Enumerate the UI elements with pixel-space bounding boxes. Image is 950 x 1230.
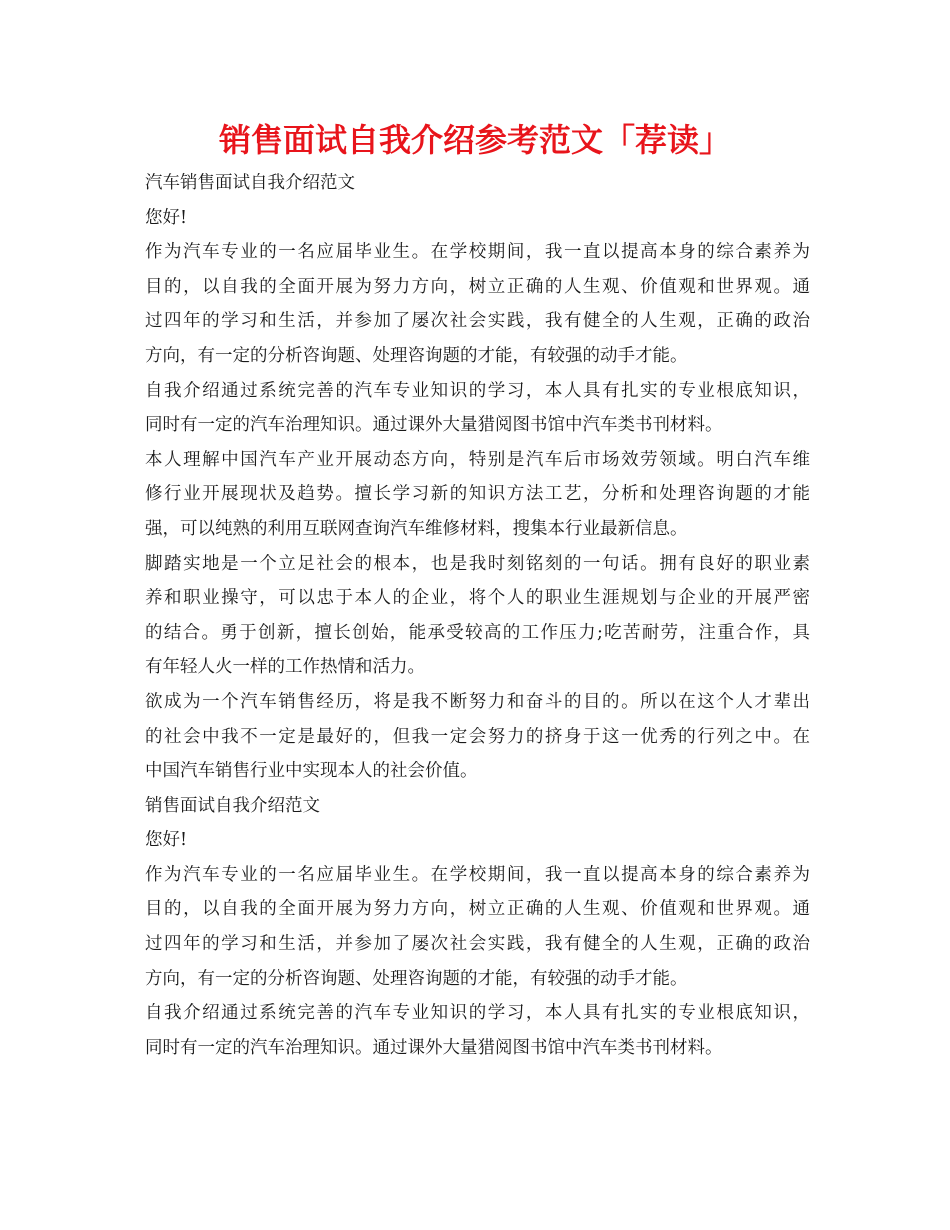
text-line: 有年轻人火一样的工作热情和活力。 (145, 657, 425, 678)
text-line: 方向，有一定的分析咨询题、处理咨询题的才能，有较强的动手才能。 (145, 345, 688, 366)
text-line: 您好! (145, 207, 188, 228)
text-line: 目的，以自我的全面开展为努力方向，树立正确的人生观、价值观和世界观。通 (145, 276, 810, 297)
text-line: 欲成为一个汽车销售经历，将是我不断努力和奋斗的目的。所以在这个人才辈出 (145, 691, 810, 712)
text-line: 强，可以纯熟的利用互联网查询汽车维修材料，搜集本行业最新信息。 (145, 518, 688, 539)
text-line: 中国汽车销售行业中实现本人的社会价值。 (145, 761, 478, 782)
text-line: 本人理解中国汽车产业开展动态方向，特别是汽车后市场效劳领域。明白汽车维 (145, 449, 810, 470)
text-line: 销售面试自我介绍范文 (145, 795, 320, 816)
text-line: 过四年的学习和生活，并参加了屡次社会实践，我有健全的人生观，正确的政治 (145, 311, 810, 332)
document-title: 销售面试自我介绍参考范文「荐读」 (218, 121, 731, 159)
text-line: 的社会中我不一定是最好的，但我一定会努力的挤身于这一优秀的行列之中。在 (145, 726, 810, 747)
text-line: 您好! (145, 830, 188, 851)
text-line: 过四年的学习和生活，并参加了屡次社会实践，我有健全的人生观，正确的政治 (145, 934, 810, 955)
text-line: 同时有一定的汽车治理知识。通过课外大量猎阅图书馆中汽车类书刊材料。 (145, 1037, 723, 1058)
text-line: 方向，有一定的分析咨询题、处理咨询题的才能，有较强的动手才能。 (145, 968, 688, 989)
document-body (145, 166, 810, 1065)
text-line: 养和职业操守，可以忠于本人的企业，将个人的职业生涯规划与企业的开展严密 (145, 588, 810, 609)
text-line: 作为汽车专业的一名应届毕业生。在学校期间，我一直以提高本身的综合素养为 (145, 242, 810, 263)
text-line: 脚踏实地是一个立足社会的根本，也是我时刻铭刻的一句话。拥有良好的职业素 (145, 553, 810, 574)
text-line: 自我介绍通过系统完善的汽车专业知识的学习，本人具有扎实的专业根底知识， (145, 380, 810, 401)
text-line: 作为汽车专业的一名应届毕业生。在学校期间，我一直以提高本身的综合素养为 (145, 864, 810, 885)
text-line: 的结合。勇于创新，擅长创始，能承受较高的工作压力;吃苦耐劳，注重合作，具 (145, 622, 810, 643)
text-line: 修行业开展现状及趋势。擅长学习新的知识方法工艺，分析和处理咨询题的才能 (145, 484, 810, 505)
text-line: 汽车销售面试自我介绍范文 (145, 173, 355, 193)
text-line: 自我介绍通过系统完善的汽车专业知识的学习，本人具有扎实的专业根底知识， (145, 1003, 810, 1024)
text-line: 同时有一定的汽车治理知识。通过课外大量猎阅图书馆中汽车类书刊材料。 (145, 415, 723, 436)
text-line: 目的，以自我的全面开展为努力方向，树立正确的人生观、价值观和世界观。通 (145, 899, 810, 920)
